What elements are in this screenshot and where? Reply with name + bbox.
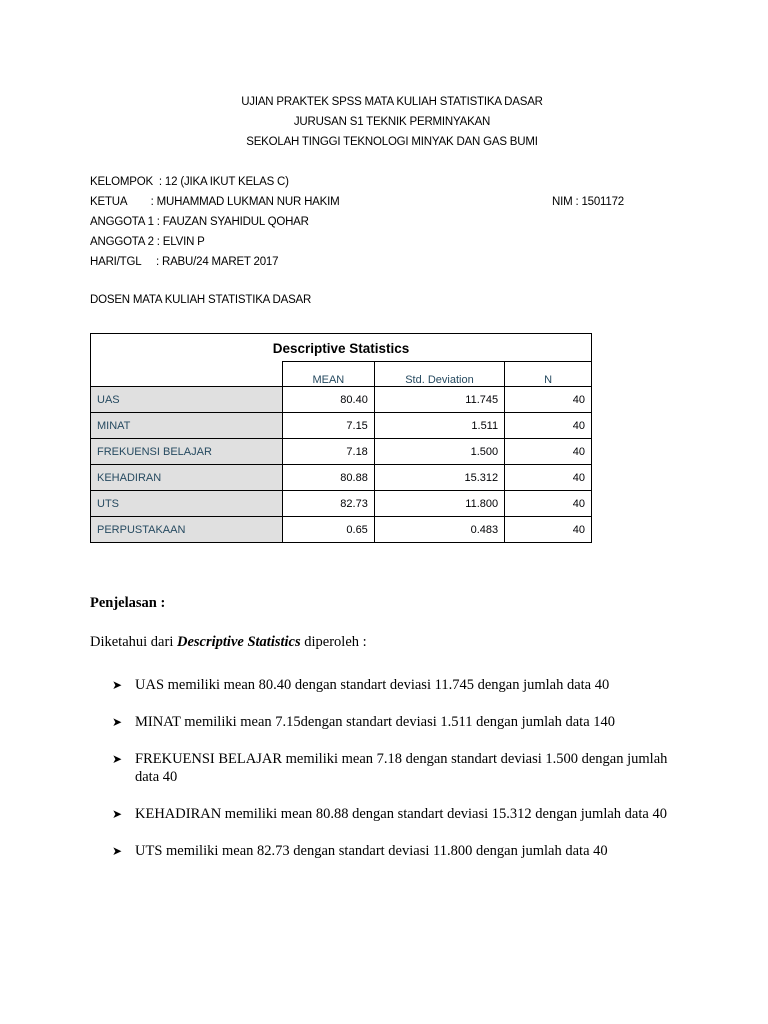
intro-after: diperoleh : xyxy=(300,634,367,650)
header-line-1: UJIAN PRAKTEK SPSS MATA KULIAH STATISTIKA DASAR xyxy=(241,96,543,108)
table-title: Descriptive Statistics xyxy=(91,334,592,362)
list-item-text: UTS memiliki mean 82.73 dengan standart deviasi 11.800 dengan jumlah data 40 xyxy=(135,843,608,859)
dosen-line: DOSEN MATA KULIAH STATISTIKA DASAR xyxy=(90,294,312,306)
n-cell: 40 xyxy=(505,387,592,413)
std-deviation-cell: 0.483 xyxy=(374,517,504,543)
arrow-bullet-icon: ➤ xyxy=(112,715,123,729)
column-header-row xyxy=(91,362,592,387)
nim-line: NIM : 1501172 xyxy=(552,196,624,208)
n-cell: 40 xyxy=(505,491,592,517)
row-label: UAS xyxy=(91,387,283,413)
list-item xyxy=(90,842,680,860)
list-item-text: MINAT memiliki mean 7.15dengan standart deviasi 1.511 dengan jumlah data 140 xyxy=(135,714,616,730)
anggota-1-line: ANGGOTA 1 : FAUZAN SYAHIDUL QOHAR xyxy=(90,216,309,228)
penjelasan-intro xyxy=(90,634,367,651)
n-cell: 40 xyxy=(505,517,592,543)
row-label: UTS xyxy=(91,491,283,517)
table-row xyxy=(91,491,592,517)
arrow-bullet-icon: ➤ xyxy=(112,678,123,692)
n-cell: 40 xyxy=(505,413,592,439)
corner-cell xyxy=(91,362,283,387)
std-deviation-cell: 1.511 xyxy=(374,413,504,439)
mean-cell: 80.88 xyxy=(282,465,374,491)
mean-cell: 80.40 xyxy=(282,387,374,413)
row-label: MINAT xyxy=(91,413,283,439)
list-item xyxy=(90,805,680,823)
mean-cell: 82.73 xyxy=(282,491,374,517)
group-info xyxy=(90,172,650,272)
table-row xyxy=(91,517,592,543)
std-deviation-cell: 11.745 xyxy=(374,387,504,413)
kelompok-line: KELOMPOK : 12 (JIKA IKUT KELAS C) xyxy=(90,176,289,188)
arrow-bullet-icon: ➤ xyxy=(112,844,123,858)
penjelasan-list xyxy=(90,676,680,879)
header-line-2: JURUSAN S1 TEKNIK PERMINYAKAN xyxy=(293,116,491,128)
std-deviation-cell: 11.800 xyxy=(374,491,504,517)
document-header xyxy=(0,92,768,152)
list-item xyxy=(90,676,680,694)
arrow-bullet-icon: ➤ xyxy=(112,807,123,821)
column-header-std: Std. Deviation xyxy=(374,362,504,387)
header-line-3: SEKOLAH TINGGI TEKNOLOGI MINYAK DAN GAS BUMI xyxy=(246,136,538,148)
anggota-2-line: ANGGOTA 2 : ELVIN P xyxy=(90,236,205,248)
column-header-mean: MEAN xyxy=(282,362,374,387)
hari-tgl-line: HARI/TGL : RABU/24 MARET 2017 xyxy=(90,256,279,268)
list-item xyxy=(90,750,680,786)
intro-before: Diketahui dari xyxy=(90,634,177,650)
list-item-text: KEHADIRAN memiliki mean 80.88 dengan standart deviasi 15.312 dengan jumlah data 40 xyxy=(135,806,667,822)
column-header-n: N xyxy=(505,362,592,387)
row-label: FREKUENSI BELAJAR xyxy=(91,439,283,465)
table-row xyxy=(91,439,592,465)
ketua-row xyxy=(90,192,650,212)
arrow-bullet-icon: ➤ xyxy=(112,752,123,766)
list-item xyxy=(90,713,680,731)
mean-cell: 7.15 xyxy=(282,413,374,439)
table-row xyxy=(91,413,592,439)
list-item-text: UAS memiliki mean 80.40 dengan standart deviasi 11.745 dengan jumlah data 40 xyxy=(135,677,610,693)
ketua-line: KETUA : MUHAMMAD LUKMAN NUR HAKIM xyxy=(90,196,340,208)
row-label: KEHADIRAN xyxy=(91,465,283,491)
mean-cell: 0.65 xyxy=(282,517,374,543)
table-row xyxy=(91,465,592,491)
std-deviation-cell: 15.312 xyxy=(374,465,504,491)
table-row xyxy=(91,387,592,413)
mean-cell: 7.18 xyxy=(282,439,374,465)
descriptive-statistics-table xyxy=(90,333,592,543)
intro-emphasis: Descriptive Statistics xyxy=(176,634,301,650)
std-deviation-cell: 1.500 xyxy=(374,439,504,465)
list-item-text: FREKUENSI BELAJAR memiliki mean 7.18 dengan standart deviasi 1.500 dengan jumlah data 40 xyxy=(135,751,668,785)
n-cell: 40 xyxy=(505,465,592,491)
n-cell: 40 xyxy=(505,439,592,465)
penjelasan-title: Penjelasan : xyxy=(90,595,166,611)
row-label: PERPUSTAKAAN xyxy=(91,517,283,543)
